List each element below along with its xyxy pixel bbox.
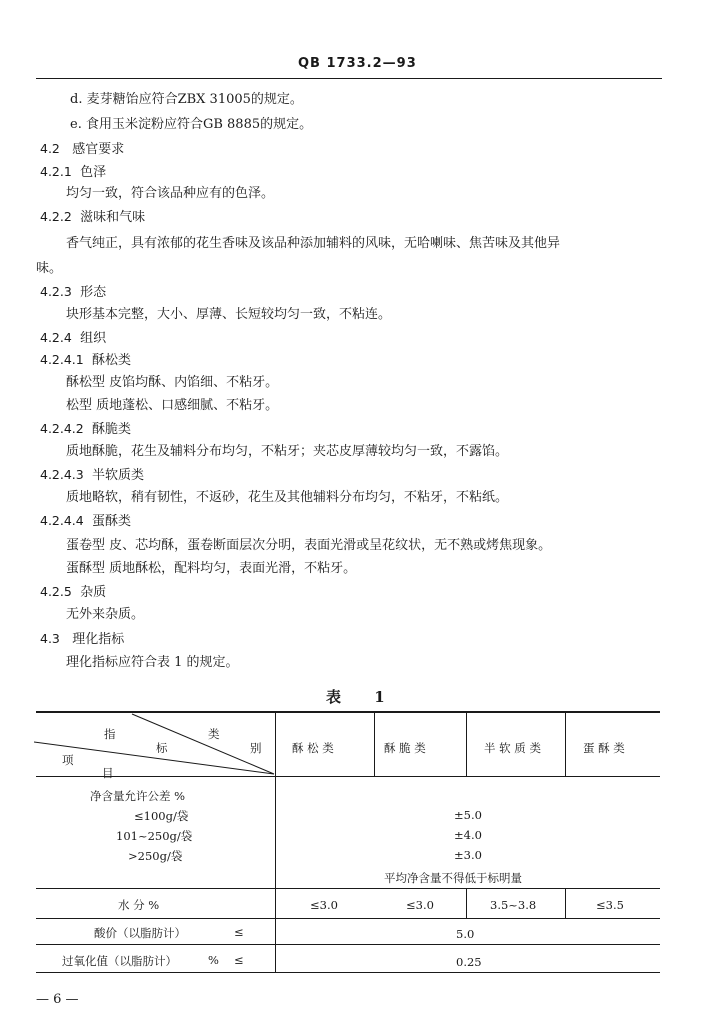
vrule-col2: [374, 713, 375, 777]
vrule-col4: [565, 713, 566, 777]
net-row-1-value: ±5.0: [454, 808, 482, 822]
paragraph-4-2-2-line2: 味。: [36, 261, 63, 276]
section-title: 蛋酥类: [92, 514, 132, 529]
paragraph-4-2-2-line1: 香气纯正，具有浓郁的花生香味及该品种添加辅料的风味，无哈喇味、焦苦味及其他异: [66, 236, 561, 251]
line-e: e. 食用玉米淀粉应符合GB 8885的规定。: [70, 117, 313, 132]
page-number: — 6 —: [36, 992, 79, 1007]
net-row-1-label: ≤100g/袋: [134, 809, 189, 823]
row-rule-2: [36, 918, 660, 919]
paragraph-4-3: 理化指标应符合表 1 的规定。: [66, 655, 239, 670]
section-number: 4.2.4.3: [40, 467, 84, 482]
header-xiang: 项: [62, 753, 74, 767]
paragraph-4-2-3: 块形基本完整，大小、厚薄、长短较均匀一致，不粘连。: [66, 307, 392, 322]
column-header-banruan: 半 软 质 类: [484, 741, 541, 755]
water-value-banruan: 3.5~3.8: [490, 898, 537, 912]
section-number: 4.2.4.4: [40, 513, 84, 528]
water-value-dansu: ≤3.5: [596, 898, 624, 912]
section-number: 4.2.3: [40, 284, 72, 299]
line-d: d. 麦芽糖饴应符合ZBX 31005的规定。: [70, 92, 303, 107]
section-title: 色泽: [80, 165, 107, 180]
section-4-2-3: [40, 284, 106, 301]
acid-value: 5.0: [456, 927, 475, 941]
water-label: 水 分 %: [118, 898, 160, 912]
column-header-dansu: 蛋 酥 类: [583, 741, 625, 755]
section-title: 半软质类: [92, 468, 145, 483]
paragraph-4-2-4-4-b: 蛋酥型 质地酥松，配料均匀，表面光滑，不粘牙。: [66, 561, 357, 576]
header-diagonals: [34, 712, 276, 778]
paragraph-4-2-4-3: 质地略软，稍有韧性，不返砂，花生及其他辅料分布均匀，不粘牙，不粘纸。: [66, 490, 509, 505]
section-title: 理化指标: [72, 632, 125, 647]
section-number: 4.2.4: [40, 330, 72, 345]
paragraph-4-2-1: 均匀一致，符合该品种应有的色泽。: [66, 186, 275, 201]
paragraph-4-2-4-1-a: 酥松型 皮馅均酥、内馅细、不粘牙。: [66, 375, 279, 390]
section-4-2-4-1: [40, 352, 131, 369]
section-number: 4.2.4.1: [40, 352, 84, 367]
section-title: 酥脆类: [92, 422, 132, 437]
section-title: 形态: [80, 285, 107, 300]
section-number: 4.2.1: [40, 164, 72, 179]
peroxide-label: 过氧化值（以脂肪计）: [62, 954, 177, 968]
net-row-3-value: ±3.0: [454, 848, 482, 862]
vrule-water-2: [466, 889, 467, 918]
row-rule-3: [36, 944, 660, 945]
net-row-2-value: ±4.0: [454, 828, 482, 842]
section-number: 4.2: [40, 141, 60, 156]
section-4-2-4: [40, 330, 106, 347]
row-rule-1: [36, 888, 660, 889]
header-lei: 类: [208, 727, 220, 741]
peroxide-comparator: ≤: [234, 953, 244, 967]
header-mu: 目: [102, 766, 114, 780]
column-header-sucui: 酥 脆 类: [384, 741, 426, 755]
peroxide-unit: %: [208, 953, 219, 967]
section-4-3: [40, 631, 124, 648]
section-4-2: [40, 141, 124, 158]
section-number: 4.3: [40, 631, 60, 646]
section-4-2-2: [40, 209, 145, 226]
section-4-2-4-3: [40, 467, 144, 484]
column-header-sucong: 酥 松 类: [292, 741, 334, 755]
net-content-label: 净含量允许公差 %: [90, 789, 186, 803]
net-row-2-label: 101~250g/袋: [116, 829, 193, 843]
net-row-3-label: >250g/袋: [128, 849, 183, 863]
table-caption: 表 1: [326, 688, 399, 706]
table-bottom-rule: [36, 972, 660, 973]
vrule-water-3: [565, 889, 566, 918]
section-4-2-4-4: [40, 513, 131, 530]
paragraph-4-2-4-1-b: 松型 质地蓬松、口感细腻、不粘牙。: [66, 398, 279, 413]
section-title: 滋味和气味: [80, 210, 146, 225]
section-title: 杂质: [80, 585, 107, 600]
section-title: 组织: [80, 331, 107, 346]
section-4-2-5: [40, 584, 106, 601]
water-value-sucui: ≤3.0: [406, 898, 434, 912]
acid-comparator: ≤: [234, 925, 244, 939]
section-title: 酥松类: [92, 353, 132, 368]
net-note: 平均净含量不得低于标明量: [384, 871, 522, 885]
water-value-sucong: ≤3.0: [310, 898, 338, 912]
acid-label: 酸价（以脂肪计）: [94, 926, 186, 940]
paragraph-4-2-4-4-a: 蛋卷型 皮、芯均酥，蛋卷断面层次分明，表面光滑或呈花纹状，无不熟或烤焦现象。: [66, 538, 552, 553]
section-number: 4.2.2: [40, 209, 72, 224]
section-number: 4.2.5: [40, 584, 72, 599]
paragraph-4-2-5: 无外来杂质。: [66, 607, 145, 622]
header-bie: 别: [250, 741, 262, 755]
section-4-2-4-2: [40, 421, 131, 438]
standard-code: QB 1733.2—93: [298, 56, 417, 71]
header-zhi: 指: [104, 727, 116, 741]
section-4-2-1: [40, 164, 106, 181]
header-rule: [36, 78, 662, 79]
peroxide-value: 0.25: [456, 955, 482, 969]
section-number: 4.2.4.2: [40, 421, 84, 436]
section-title: 感官要求: [72, 142, 125, 157]
header-biao: 标: [156, 741, 168, 755]
paragraph-4-2-4-2: 质地酥脆，花生及辅料分布均匀，不粘牙；夹芯皮厚薄较均匀一致，不露馅。: [66, 444, 509, 459]
vrule-col3: [466, 713, 467, 777]
